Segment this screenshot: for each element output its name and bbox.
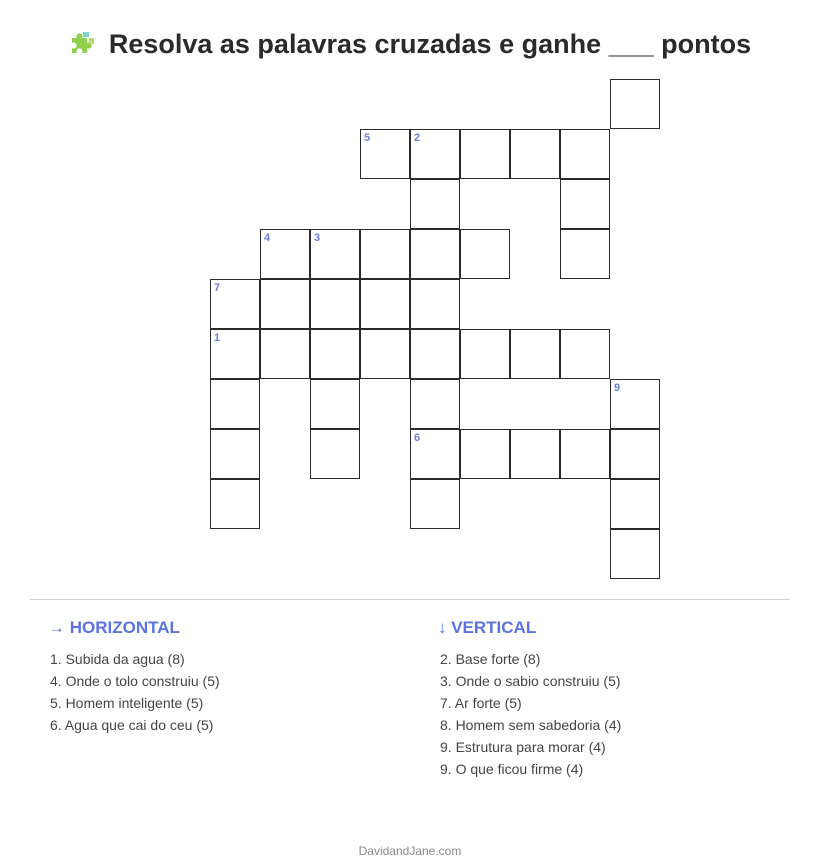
crossword-cell[interactable] xyxy=(260,229,310,279)
crossword-cell[interactable] xyxy=(410,279,460,329)
clue-number: 3 xyxy=(314,232,321,244)
crossword-cell[interactable] xyxy=(360,329,410,379)
page-title-text: Resolva as palavras cruzadas e ganhe ___ pontos xyxy=(108,29,752,59)
footer-credit: DavidandJane.com xyxy=(358,844,462,858)
clue-vertical-8[interactable]: 8. Homem sem sabedoria (4) xyxy=(440,717,622,733)
horizontal-clues-panel xyxy=(48,617,408,736)
clue-vertical-9a[interactable]: 9. Estrutura para morar (4) xyxy=(440,739,606,755)
clue-vertical-3[interactable]: 3. Onde o sabio construiu (5) xyxy=(440,673,621,689)
clue-number: 7 xyxy=(214,282,221,294)
clue-vertical-7[interactable]: 7. Ar forte (5) xyxy=(440,695,522,711)
crossword-cell[interactable] xyxy=(560,329,610,379)
vertical-heading: ↓ VERTICAL xyxy=(438,618,537,637)
crossword-cell[interactable] xyxy=(410,179,460,229)
clue-horizontal-4[interactable]: 4. Onde o tolo construiu (5) xyxy=(50,673,220,689)
crossword-cell[interactable] xyxy=(460,329,510,379)
crossword-cell[interactable] xyxy=(310,229,360,279)
crossword-cell[interactable] xyxy=(610,479,660,529)
crossword-cell[interactable] xyxy=(560,429,610,479)
horizontal-clue-list xyxy=(48,648,408,736)
crossword-cell[interactable] xyxy=(310,429,360,479)
crossword-cell[interactable] xyxy=(360,279,410,329)
crossword-cell[interactable] xyxy=(210,329,260,379)
horizontal-heading: → HORIZONTAL xyxy=(48,618,180,637)
clue-number: 9 xyxy=(614,382,621,394)
crossword-cell[interactable] xyxy=(460,229,510,279)
crossword-cell[interactable] xyxy=(610,429,660,479)
crossword-cell[interactable] xyxy=(410,129,460,179)
clue-horizontal-6[interactable]: 6. Agua que cai do ceu (5) xyxy=(50,717,214,733)
crossword-cell[interactable] xyxy=(360,129,410,179)
clue-number: 1 xyxy=(214,332,221,344)
crossword-cell[interactable] xyxy=(210,429,260,479)
crossword-cell[interactable] xyxy=(460,129,510,179)
crossword-cell[interactable] xyxy=(210,479,260,529)
crossword-cell[interactable] xyxy=(510,429,560,479)
crossword-cell[interactable] xyxy=(410,379,460,429)
clue-vertical-9b[interactable]: 9. O que ficou firme (4) xyxy=(440,761,584,777)
clue-horizontal-5[interactable]: 5. Homem inteligente (5) xyxy=(50,695,204,711)
clue-number: 4 xyxy=(264,232,271,244)
page-title xyxy=(0,26,820,62)
divider xyxy=(30,599,790,600)
puzzle-piece-icon xyxy=(69,29,97,57)
vertical-clues-panel xyxy=(438,617,798,780)
crossword-cell[interactable] xyxy=(310,379,360,429)
vertical-clue-list xyxy=(438,648,798,780)
crossword-cell[interactable] xyxy=(260,329,310,379)
crossword-cell[interactable] xyxy=(510,129,560,179)
crossword-cell[interactable] xyxy=(560,129,610,179)
crossword-cell[interactable] xyxy=(410,479,460,529)
clue-vertical-2[interactable]: 2. Base forte (8) xyxy=(440,651,541,667)
crossword-cell[interactable] xyxy=(210,279,260,329)
clue-horizontal-1[interactable]: 1. Subida da agua (8) xyxy=(50,651,185,667)
crossword-cell[interactable] xyxy=(260,279,310,329)
clue-number: 5 xyxy=(364,132,371,144)
crossword-cell[interactable] xyxy=(610,79,660,129)
crossword-cell[interactable] xyxy=(460,429,510,479)
crossword-cell[interactable] xyxy=(410,329,460,379)
crossword-cell[interactable] xyxy=(410,429,460,479)
crossword-cell[interactable] xyxy=(210,379,260,429)
crossword-cell[interactable] xyxy=(310,329,360,379)
crossword-cell[interactable] xyxy=(610,529,660,579)
crossword-cell[interactable] xyxy=(410,229,460,279)
crossword-cell[interactable] xyxy=(310,279,360,329)
crossword-cell[interactable] xyxy=(560,179,610,229)
crossword-cell[interactable] xyxy=(610,379,660,429)
clue-number: 2 xyxy=(414,132,421,144)
crossword-cell[interactable] xyxy=(510,329,560,379)
crossword-cell[interactable] xyxy=(560,229,610,279)
crossword-cell[interactable] xyxy=(360,229,410,279)
clue-number: 6 xyxy=(414,432,421,444)
